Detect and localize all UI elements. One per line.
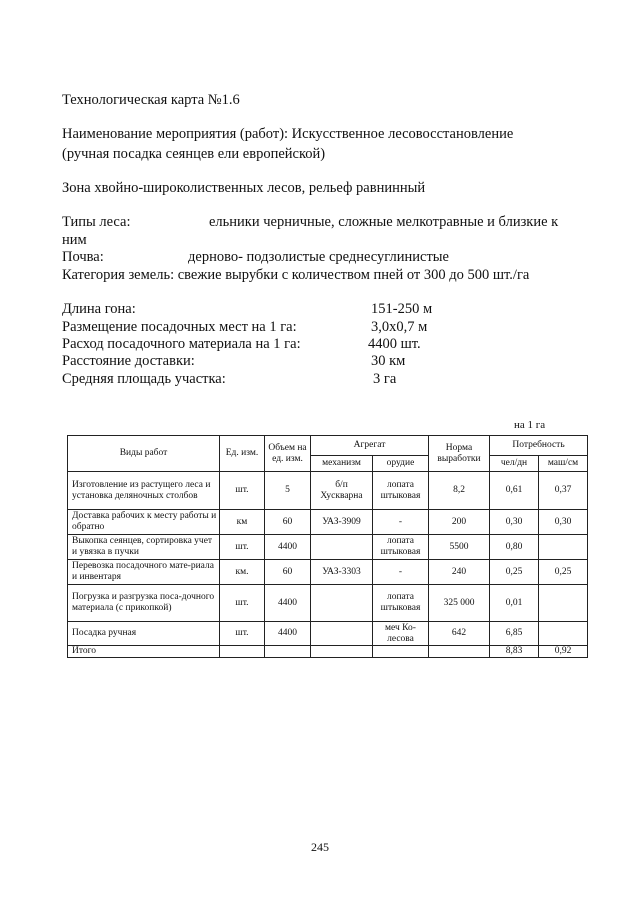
row-unit: км.: [220, 560, 265, 585]
activity-line-1: Наименование мероприятия (работ): Искусственное лесовосстановление: [62, 126, 514, 142]
row-tool: -: [373, 510, 429, 535]
header-mechanism: механизм: [311, 456, 373, 472]
table-row: [68, 472, 588, 510]
row-tool: лопата штыковая: [373, 585, 429, 622]
table-row: [68, 560, 588, 585]
row-machine-shifts: 0,30: [539, 510, 588, 535]
total-man-days: 8,83: [490, 646, 539, 658]
soil-label: Почва:: [62, 249, 104, 265]
header-aggregate: Агрегат: [311, 436, 429, 456]
row-man-days: 0,01: [490, 585, 539, 622]
param-label: Расход посадочного материала на 1 га:: [62, 336, 301, 352]
row-name: Выкопка сеянцев, сортировка учет и увязка в пучки: [68, 535, 220, 560]
row-norm: 642: [429, 622, 490, 646]
row-mechanism: б/п Хускварна: [311, 472, 373, 510]
work-table: [67, 435, 588, 658]
row-tool: лопата штыковая: [373, 472, 429, 510]
row-tool: меч Ко-лесова: [373, 622, 429, 646]
row-unit: шт.: [220, 585, 265, 622]
row-norm: 5500: [429, 535, 490, 560]
header-unit: Ед. изм.: [220, 436, 265, 472]
forest-types-label: Типы леса:: [62, 214, 131, 230]
param-value: 151-250 м: [371, 301, 433, 317]
param-value: 3,0х0,7 м: [371, 319, 428, 335]
param-value: 3 га: [373, 371, 397, 387]
page-number: 245: [311, 840, 329, 854]
row-volume: 60: [265, 560, 311, 585]
table-row: [68, 510, 588, 535]
row-mechanism: [311, 622, 373, 646]
param-label: Размещение посадочных мест на 1 га:: [62, 319, 297, 335]
row-volume: 4400: [265, 535, 311, 560]
header-volume: Объем на ед. изм.: [265, 436, 311, 472]
row-mechanism: УАЗ-3909: [311, 510, 373, 535]
forest-types-value: ельники черничные, сложные мелкотравные и близкие к: [209, 214, 559, 230]
param-value: 30 км: [371, 353, 406, 369]
row-norm: 325 000: [429, 585, 490, 622]
header-machine-shifts: маш/см: [539, 456, 588, 472]
row-machine-shifts: [539, 585, 588, 622]
row-norm: 240: [429, 560, 490, 585]
document-title: Технологическая карта №1.6: [62, 92, 240, 108]
row-man-days: 0,80: [490, 535, 539, 560]
row-volume: 4400: [265, 622, 311, 646]
row-name: Посадка ручная: [68, 622, 220, 646]
table-row: [68, 622, 588, 646]
row-name: Изготовление из растущего леса и установка деляночных столбов: [68, 472, 220, 510]
row-machine-shifts: 0,37: [539, 472, 588, 510]
param-value: 4400 шт.: [368, 336, 421, 352]
row-man-days: 0,61: [490, 472, 539, 510]
row-machine-shifts: 0,25: [539, 560, 588, 585]
table-row: [68, 535, 588, 560]
row-name: Погрузка и разгрузка поса-дочного материала (с прикопкой): [68, 585, 220, 622]
row-mechanism: [311, 585, 373, 622]
row-norm: 8,2: [429, 472, 490, 510]
row-name: Перевозка посадочного мате-риала и инвентаря: [68, 560, 220, 585]
activity-line-2: (ручная посадка сеянцев ели европейской): [62, 146, 326, 162]
row-man-days: 0,25: [490, 560, 539, 585]
total-row: [68, 646, 588, 658]
row-man-days: 0,30: [490, 510, 539, 535]
total-label: Итого: [68, 646, 220, 658]
row-mechanism: УАЗ-3303: [311, 560, 373, 585]
row-volume: 60: [265, 510, 311, 535]
header-norm: Норма выработки: [429, 436, 490, 472]
per-hectare-note: на 1 га: [514, 419, 546, 431]
param-label: Средняя площадь участка:: [62, 371, 226, 387]
row-unit: шт.: [220, 622, 265, 646]
row-machine-shifts: [539, 622, 588, 646]
forest-types-continuation: ним: [62, 232, 87, 248]
param-label: Длина гона:: [62, 301, 136, 317]
header-tool: орудие: [373, 456, 429, 472]
row-machine-shifts: [539, 535, 588, 560]
land-category-line: Категория земель: свежие вырубки с количеством пней от 300 до 500 шт./га: [62, 267, 530, 283]
param-label: Расстояние доставки:: [62, 353, 195, 369]
row-tool: -: [373, 560, 429, 585]
row-volume: 4400: [265, 585, 311, 622]
row-mechanism: [311, 535, 373, 560]
row-unit: шт.: [220, 472, 265, 510]
header-man-days: чел/дн: [490, 456, 539, 472]
row-unit: шт.: [220, 535, 265, 560]
row-norm: 200: [429, 510, 490, 535]
row-unit: км: [220, 510, 265, 535]
table-row: [68, 585, 588, 622]
soil-value: дерново- подзолистые среднесуглинистые: [188, 249, 449, 265]
row-man-days: 6,85: [490, 622, 539, 646]
row-name: Доставка рабочих к месту работы и обратно: [68, 510, 220, 535]
header-need: Потребность: [490, 436, 588, 456]
zone-line: Зона хвойно-широколиственных лесов, рельеф равнинный: [62, 180, 426, 196]
total-machine-shifts: 0,92: [539, 646, 588, 658]
row-volume: 5: [265, 472, 311, 510]
row-tool: лопата штыковая: [373, 535, 429, 560]
header-work-types: Виды работ: [68, 436, 220, 472]
